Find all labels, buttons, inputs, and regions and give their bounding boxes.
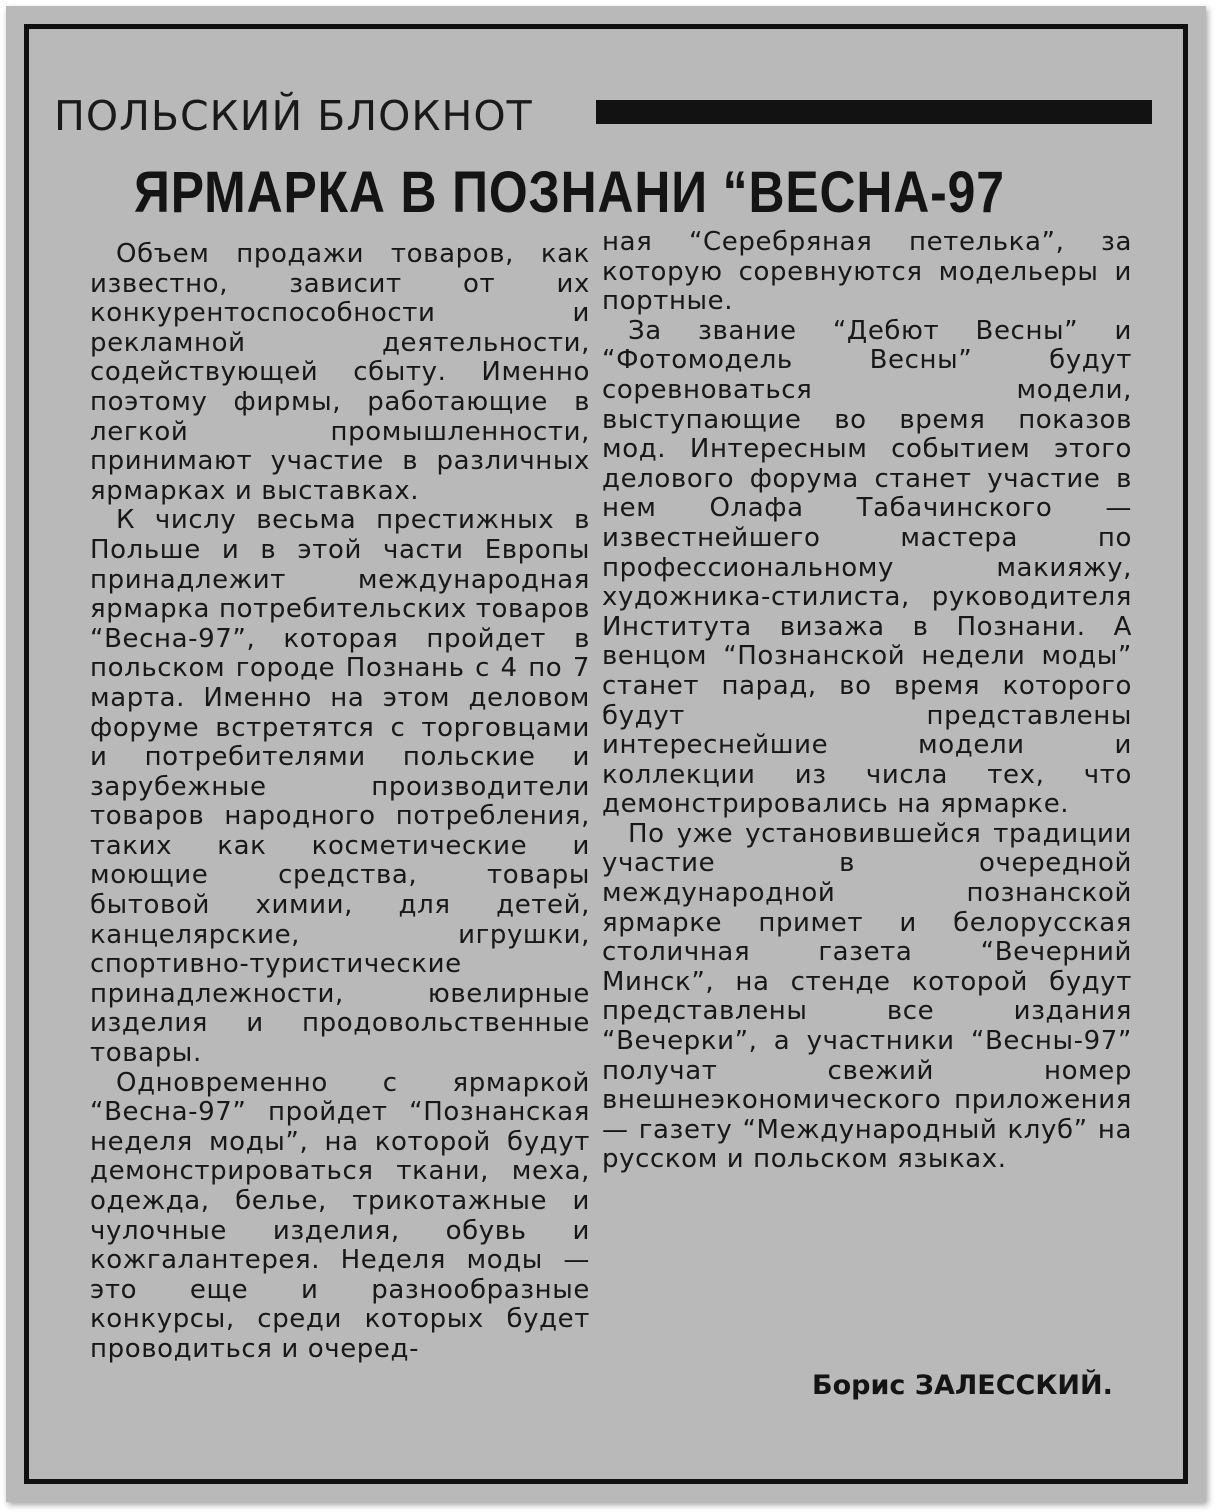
paragraph: Одновременно с ярмаркой “Весна-97” пройдет “Познанская неделя моды”, на которой будут демонстрироваться ткани, меха, одежда, белье, трикотажные и чулочные изделия, обувь и кожгалантерея. Неделя моды — это еще и разнообразные конкурсы, среди которых будет проводиться и очеред- [90,1067,590,1364]
rubric-title: ПОЛЬСКИЙ БЛОКНОТ [54,92,533,140]
paragraph: По уже установившейся традиции участие в очередной международной познанской ярмарке примет и белорусская столичная газета “Вечерний Минск”, на стенде которой будут представлены все издания “Вечерки”, а участники “Весны-97” получат свежий номер внешнеэкономического приложения — газету “Международный клуб” на русском и польском языках. [602,818,1132,1175]
paragraph: За звание “Дебют Весны” и “Фотомодель Весны” будут соревноваться модели, выступающие во время показов мод. Интересным событием этого делового форума станет участие в нем Олафа Табачинского — известнейшего мастера по профессиональному макияжу, художника-стилиста, руководителя Института визажа в Познани. А венцом “Познанской недели моды” станет парад, во время которого будут представлены интереснейшие модели и коллекции из числа тех, что демонстрировались на ярмарке. [602,315,1132,820]
paragraph: ная “Серебряная петелька”, за которую соревнуются модельеры и портные. [602,227,1132,317]
byline: Борис ЗАЛЕССКИЙ. [812,1370,1113,1401]
paragraph: К числу весьма престижных в Польше и в этой части Европы принадлежит международная ярмарка потребительских товаров “Весна-97”, которая пройдет в польском городе Познань с 4 по 7 марта. Именно на этом деловом форуме встретятся с торговцами и потребителями польские и зарубежные производители товаров народного потребления, таких как косметические и моющие средства, товары бытовой химии, для детей, канцелярские, игрушки, спортивно-туристические принадлежности, ювелирные изделия и продовольственные товары. [90,505,590,1069]
headline: ЯРМАРКА В ПОЗНАНИ “ВЕСНА-97 [134,160,1005,225]
paragraph: Объем продажи товаров, как известно, зависит от их конкурентоспособности и рекламной деятельности, содействующей сбыту. Именно поэтому фирмы, работающие в легкой промышленности, принимают участие в различных ярмарках и выставках. [90,239,590,506]
left-column [90,240,590,1365]
rubric-bar [596,100,1152,124]
right-column [602,228,1132,1175]
